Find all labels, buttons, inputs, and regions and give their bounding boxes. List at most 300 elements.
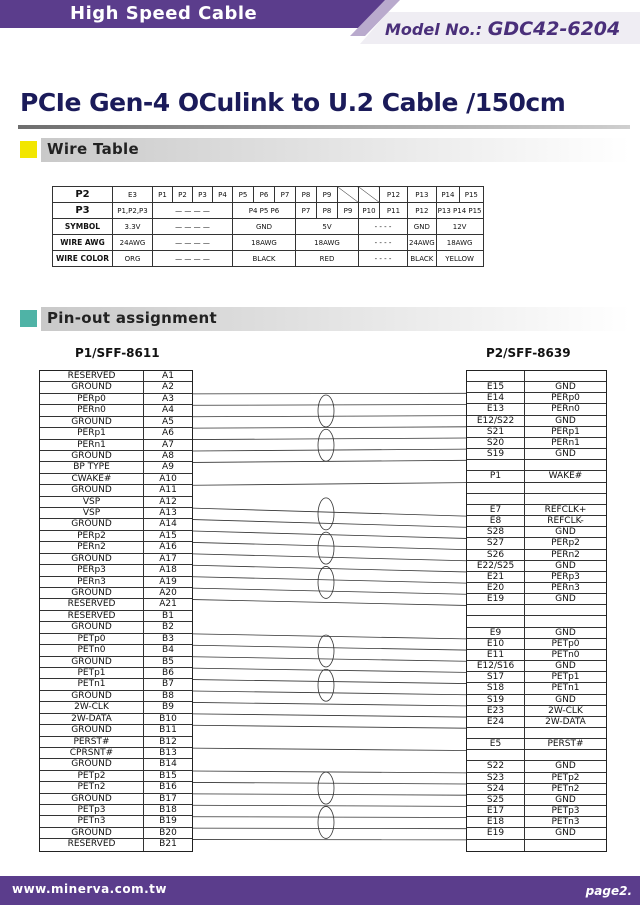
wire-line — [193, 565, 466, 572]
wt-cell: P3 — [53, 203, 113, 219]
pin-row — [467, 404, 606, 415]
pin-number: B3 — [162, 633, 174, 644]
pin-signal: PETn2 — [40, 782, 144, 792]
pin-signal: PERn3 — [40, 577, 144, 587]
wire-line — [193, 577, 466, 583]
wire-line — [193, 531, 466, 538]
pin-row — [467, 483, 606, 494]
wt-cell: P12 — [408, 203, 437, 219]
pin-row — [40, 668, 192, 679]
wire-line — [193, 702, 466, 705]
pin-number: B4 — [162, 645, 174, 656]
pin-row — [40, 714, 192, 725]
wt-cell: P13 — [408, 187, 437, 203]
pin-signal: S19 — [467, 695, 525, 705]
pin-number — [525, 483, 606, 493]
pin-signal: PERn1 — [40, 440, 144, 450]
pin-number — [525, 460, 606, 470]
wt-cell: P8 — [317, 203, 338, 219]
pin-number — [525, 494, 606, 504]
wire-line — [193, 427, 466, 428]
pin-row — [40, 577, 192, 588]
wt-cell: — — — — — [153, 235, 233, 251]
wt-cell: 18AWG — [436, 235, 483, 251]
model-number — [385, 18, 620, 40]
pin-signal: RESERVED — [40, 371, 144, 381]
pin-number: GND — [555, 527, 576, 538]
pin-number: PETp2 — [551, 772, 580, 783]
pin-signal: E19 — [467, 594, 525, 604]
pin-signal: S21 — [467, 427, 525, 437]
pin-row — [40, 622, 192, 633]
pin-signal: PETp2 — [40, 771, 144, 781]
wt-cell: - - - - — [359, 251, 408, 267]
pin-number: PERp2 — [551, 538, 580, 549]
pin-number: B6 — [162, 667, 174, 678]
pin-signal — [467, 494, 525, 504]
pin-row — [467, 773, 606, 784]
pin-signal: S24 — [467, 784, 525, 794]
title-divider — [18, 125, 630, 129]
pin-row — [40, 737, 192, 748]
pin-signal: RESERVED — [40, 839, 144, 850]
pin-number: B1 — [162, 610, 174, 621]
wire-line — [193, 645, 466, 650]
pin-number: PETp3 — [551, 806, 580, 817]
wt-cell: P8 — [296, 187, 317, 203]
pin-row — [467, 750, 606, 761]
pin-row — [40, 497, 192, 508]
wt-cell: 5V — [296, 219, 359, 235]
pin-number: PERp3 — [551, 571, 580, 582]
pin-row — [467, 516, 606, 527]
pin-row — [467, 795, 606, 806]
pin-signal: E8 — [467, 516, 525, 526]
pin-number: PERn2 — [551, 549, 580, 560]
wire-line — [193, 460, 466, 462]
pin-signal: E14 — [467, 393, 525, 403]
pin-row — [467, 817, 606, 828]
wt-cell: P9 — [338, 203, 359, 219]
pin-row — [40, 405, 192, 416]
wt-cell: P3 — [193, 187, 213, 203]
header-category: High Speed Cable — [70, 3, 258, 24]
pin-row — [467, 683, 606, 694]
wt-cell: — — — — — [153, 219, 233, 235]
pin-number: A2 — [162, 382, 174, 393]
pin-row — [467, 616, 606, 627]
wire-line — [193, 542, 466, 549]
pin-number: B15 — [159, 770, 177, 781]
pin-row — [40, 816, 192, 827]
section-title: Wire Table — [47, 140, 139, 158]
pin-signal: GROUND — [40, 485, 144, 495]
wire-line — [193, 554, 466, 561]
pin-number: PERn1 — [551, 437, 580, 448]
pin-signal: GROUND — [40, 382, 144, 392]
pin-row — [40, 417, 192, 428]
pin-number — [525, 371, 606, 381]
pin-number: GND — [555, 560, 576, 571]
pin-signal: E10 — [467, 639, 525, 649]
pin-signal: 2W-DATA — [40, 714, 144, 724]
pin-number: B16 — [159, 782, 177, 793]
pin-signal: E12/S22 — [467, 416, 525, 426]
wt-cell: WIRE COLOR — [53, 251, 113, 267]
section-pinout — [20, 307, 630, 331]
pin-number: GND — [555, 415, 576, 426]
pin-signal: GROUND — [40, 657, 144, 667]
pin-number: B18 — [159, 805, 177, 816]
pin-row — [467, 438, 606, 449]
pin-signal: S19 — [467, 449, 525, 459]
pin-signal: S22 — [467, 761, 525, 771]
wt-cell: P12 — [380, 187, 408, 203]
pin-number: GND — [555, 627, 576, 638]
pin-number: GND — [555, 449, 576, 460]
pin-number: GND — [555, 794, 576, 805]
pin-signal: PETn1 — [40, 679, 144, 689]
wire-line — [193, 508, 466, 516]
twisted-pair-icon — [318, 806, 334, 838]
header-band — [0, 0, 640, 50]
wt-cell: BLACK — [408, 251, 437, 267]
pin-number: A11 — [159, 485, 177, 496]
wire-line — [193, 794, 466, 795]
wire-row-symbol — [53, 219, 484, 235]
pin-signal: E21 — [467, 572, 525, 582]
wire-line — [193, 634, 466, 639]
wt-cell: BLACK — [233, 251, 296, 267]
pin-row — [467, 572, 606, 583]
wire-line — [193, 657, 466, 662]
pin-number: PETn1 — [551, 683, 580, 694]
pin-number: B11 — [159, 725, 177, 736]
pin-row — [467, 538, 606, 549]
pin-signal: CPRSNT# — [40, 748, 144, 758]
pin-row — [467, 605, 606, 616]
wt-cell: RED — [296, 251, 359, 267]
twisted-pair-icon — [318, 669, 334, 701]
pin-row — [467, 739, 606, 750]
pin-signal: GROUND — [40, 622, 144, 632]
wire-line — [193, 600, 466, 606]
pin-row — [467, 661, 606, 672]
pin-number: 2W-DATA — [545, 716, 586, 727]
pin-row — [467, 416, 606, 427]
pin-row — [40, 771, 192, 782]
pin-number: PERn0 — [551, 404, 580, 415]
pin-signal: PERn2 — [40, 542, 144, 552]
pin-signal: VSP — [40, 497, 144, 507]
pin-row — [40, 828, 192, 839]
pin-signal: GROUND — [40, 451, 144, 461]
pin-signal — [467, 460, 525, 470]
wt-cell: 3.3V — [113, 219, 153, 235]
pin-signal — [467, 371, 525, 381]
wire-line — [193, 828, 466, 829]
footer-bar — [0, 876, 640, 905]
pin-signal: PERn0 — [40, 405, 144, 415]
wt-cell: YELLOW — [436, 251, 483, 267]
pin-row — [40, 542, 192, 553]
pin-row — [40, 691, 192, 702]
pin-row — [467, 840, 606, 851]
section-title: Pin-out assignment — [47, 309, 218, 327]
pin-signal — [467, 605, 525, 615]
pin-row — [467, 505, 606, 516]
wt-cell: P9 — [317, 187, 338, 203]
pin-number: GND — [555, 761, 576, 772]
wt-cell: P5 — [233, 187, 254, 203]
pin-number — [525, 840, 606, 851]
pin-row — [40, 565, 192, 576]
wire-row-p3 — [53, 203, 484, 219]
pin-number: A8 — [162, 450, 174, 461]
pin-row — [40, 611, 192, 622]
pin-number: GND — [555, 594, 576, 605]
pin-signal: GROUND — [40, 588, 144, 598]
pin-number: A5 — [162, 416, 174, 427]
twisted-pair-icon — [318, 395, 334, 427]
pin-row — [467, 494, 606, 505]
pin-row — [40, 702, 192, 713]
pin-signal — [467, 750, 525, 760]
wt-cell: E3 — [113, 187, 153, 203]
pin-row — [40, 554, 192, 565]
pin-number: B7 — [162, 679, 174, 690]
pin-row — [40, 440, 192, 451]
wt-cell: GND — [233, 219, 296, 235]
pin-row — [40, 657, 192, 668]
section-wire-table — [20, 138, 630, 162]
wt-cell: — — — — — [153, 203, 233, 219]
pin-signal: E23 — [467, 706, 525, 716]
pin-number: A7 — [162, 439, 174, 450]
pin-number: A10 — [159, 473, 177, 484]
wire-line — [193, 714, 466, 717]
pin-signal: S28 — [467, 527, 525, 537]
wt-cell: 24AWG — [113, 235, 153, 251]
right-connector-header: P2/SFF-8639 — [486, 346, 571, 360]
pin-row — [40, 748, 192, 759]
pin-number: B14 — [159, 759, 177, 770]
pin-row — [467, 784, 606, 795]
pin-row — [40, 485, 192, 496]
pin-row — [40, 451, 192, 462]
pin-signal: E22/S25 — [467, 561, 525, 571]
wire-line — [193, 725, 466, 728]
pin-number: PETn0 — [551, 649, 580, 660]
pin-number: A18 — [159, 565, 177, 576]
pin-row — [467, 460, 606, 471]
pin-signal: PETn0 — [40, 645, 144, 655]
pin-number: PETp0 — [551, 638, 580, 649]
pin-number: A4 — [162, 405, 174, 416]
pin-signal: PERp2 — [40, 531, 144, 541]
pin-row — [40, 759, 192, 770]
wt-cell: 24AWG — [408, 235, 437, 251]
wt-diagonal-cell — [338, 187, 359, 203]
pin-row — [467, 393, 606, 404]
pin-number: REFCLK- — [547, 516, 584, 527]
pin-row — [467, 717, 606, 728]
pin-signal: E19 — [467, 828, 525, 838]
pin-signal: E5 — [467, 739, 525, 749]
pin-number: A1 — [162, 371, 174, 381]
twisted-pair-icon — [318, 635, 334, 667]
pin-number: GND — [555, 382, 576, 393]
pin-number: A16 — [159, 542, 177, 553]
pin-signal: PETp3 — [40, 805, 144, 815]
pin-row — [467, 371, 606, 382]
pin-signal: GROUND — [40, 794, 144, 804]
wt-cell: P10 — [359, 203, 380, 219]
pin-number: PERp0 — [551, 393, 580, 404]
wt-cell: P11 — [380, 203, 408, 219]
pin-row — [40, 462, 192, 473]
wt-cell: GND — [408, 219, 437, 235]
wire-line — [193, 748, 466, 750]
pin-signal: PETp1 — [40, 668, 144, 678]
pin-row — [40, 782, 192, 793]
pin-number: GND — [555, 694, 576, 705]
pin-number: B17 — [159, 793, 177, 804]
pin-signal: RESERVED — [40, 611, 144, 621]
pin-signal: BP TYPE — [40, 462, 144, 472]
pin-row — [467, 427, 606, 438]
pin-row — [40, 725, 192, 736]
page-number: page2. — [585, 884, 632, 898]
pin-number: A15 — [159, 530, 177, 541]
pin-row — [467, 583, 606, 594]
pin-signal: E17 — [467, 806, 525, 816]
pin-number: B13 — [159, 747, 177, 758]
pin-row — [467, 561, 606, 572]
pin-number — [525, 605, 606, 615]
wt-cell: 18AWG — [296, 235, 359, 251]
page-title: PCIe Gen-4 OCulink to U.2 Cable /150cm — [20, 88, 566, 117]
pin-row — [40, 508, 192, 519]
footer-url: www.minerva.com.tw — [12, 882, 167, 896]
wt-cell: P4 — [213, 187, 233, 203]
pin-signal: GROUND — [40, 828, 144, 838]
wt-cell: P15 — [460, 187, 483, 203]
pin-signal: PERST# — [40, 737, 144, 747]
twisted-pair-icon — [318, 429, 334, 461]
pin-signal: 2W-CLK — [40, 702, 144, 712]
pin-row — [467, 761, 606, 772]
pin-number: B2 — [162, 622, 174, 633]
right-pin-table — [466, 370, 607, 852]
pin-signal: GROUND — [40, 691, 144, 701]
wt-cell: SYMBOL — [53, 219, 113, 235]
pin-number: B8 — [162, 690, 174, 701]
pin-signal: E12/S16 — [467, 661, 525, 671]
pin-row — [467, 695, 606, 706]
pin-row — [40, 805, 192, 816]
pin-number: B21 — [159, 839, 177, 850]
pin-signal: S23 — [467, 773, 525, 783]
wt-cell: P14 — [436, 187, 459, 203]
wire-line — [193, 817, 466, 818]
section-square-icon — [20, 310, 37, 327]
pin-number: REFCLK+ — [544, 504, 587, 515]
pin-number: PERST# — [547, 739, 584, 750]
pin-number: B10 — [159, 713, 177, 724]
pin-row — [40, 382, 192, 393]
pin-number: PERp1 — [551, 426, 580, 437]
pin-row — [40, 839, 192, 850]
pin-signal: S20 — [467, 438, 525, 448]
pin-signal — [467, 483, 525, 493]
wire-line — [193, 393, 466, 394]
left-pin-table — [39, 370, 193, 852]
pin-row — [467, 806, 606, 817]
pin-number: B19 — [159, 816, 177, 827]
pin-signal: E18 — [467, 817, 525, 827]
wire-line — [193, 771, 466, 773]
pin-number: A14 — [159, 519, 177, 530]
pin-number: A9 — [162, 462, 174, 473]
wt-cell: P2 — [173, 187, 193, 203]
wt-cell: P13 P14 P15 — [436, 203, 483, 219]
pin-signal: GROUND — [40, 519, 144, 529]
pin-signal — [467, 840, 525, 851]
wt-cell: - - - - — [359, 235, 408, 251]
pin-signal: S27 — [467, 538, 525, 548]
wire-line — [193, 416, 466, 417]
wire-table — [52, 186, 484, 267]
pin-row — [40, 634, 192, 645]
pin-number: B5 — [162, 656, 174, 667]
twisted-pair-icon — [318, 532, 334, 564]
wire-line — [193, 520, 466, 528]
pin-number: PERn3 — [551, 582, 580, 593]
pin-number: GND — [555, 661, 576, 672]
pin-row — [467, 828, 606, 839]
pin-row — [467, 639, 606, 650]
pin-signal: S18 — [467, 683, 525, 693]
pin-signal: GROUND — [40, 759, 144, 769]
pin-row — [467, 550, 606, 561]
pin-signal: PETn3 — [40, 816, 144, 826]
pin-signal: E20 — [467, 583, 525, 593]
twisted-pair-icon — [318, 566, 334, 598]
model-label: Model No.: — [385, 20, 483, 39]
pin-number: PETn3 — [551, 817, 580, 828]
pin-signal — [467, 616, 525, 626]
wire-line — [193, 782, 466, 784]
wt-cell: P2 — [53, 187, 113, 203]
wire-line — [193, 404, 466, 405]
wire-row-color — [53, 251, 484, 267]
pin-number: B20 — [159, 827, 177, 838]
pin-number: A21 — [159, 599, 177, 610]
left-connector-header: P1/SFF-8611 — [75, 346, 160, 360]
wire-row-p2 — [53, 187, 484, 203]
pin-row — [467, 471, 606, 482]
pin-number: A17 — [159, 553, 177, 564]
pin-signal: PERp3 — [40, 565, 144, 575]
wt-cell: P7 — [296, 203, 317, 219]
pin-number: PETp1 — [551, 672, 580, 683]
wire-line — [193, 668, 466, 672]
pin-signal: E24 — [467, 717, 525, 727]
pin-number: A3 — [162, 393, 174, 404]
pin-number: WAKE# — [548, 471, 583, 482]
pin-signal: E9 — [467, 628, 525, 638]
